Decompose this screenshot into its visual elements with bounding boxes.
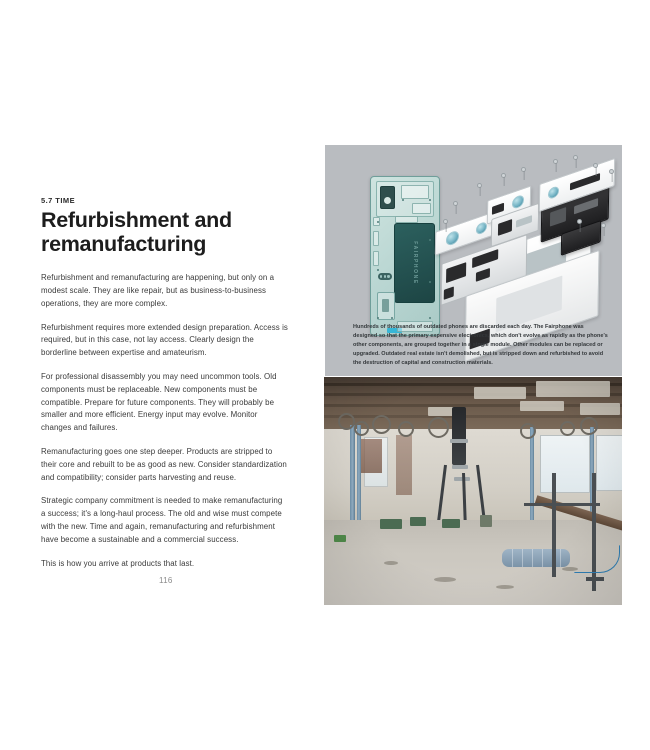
screw-icon (593, 163, 598, 168)
screw-icon (601, 223, 606, 228)
screw-icon (573, 155, 578, 160)
phone-battery-label: FAIRPHONE (411, 241, 418, 285)
hanging-cable-coil (520, 423, 536, 439)
board-chip (492, 203, 504, 215)
page-title (41, 209, 289, 256)
phone-label-plate (401, 185, 429, 199)
screw-icon (443, 219, 448, 224)
ceiling-panel (536, 381, 610, 397)
brick-wall-patch (360, 439, 382, 473)
scaffold-pole (592, 473, 596, 591)
module-contact (574, 198, 598, 214)
body-paragraph: Strategic company commitment is needed to make remanufacturing a success; it's a long-haul process. The old and wise must compete with the new. Time and again, remanufacturing and refurbishment have become a sustainable and a commercial success. (41, 496, 283, 544)
exploded-phone-figure (325, 145, 622, 376)
board-chip (446, 262, 466, 283)
renovation-scene (324, 377, 622, 605)
scaffold-foot (586, 577, 604, 581)
page-title-line-2: remanufacturing (41, 231, 207, 256)
hanging-cable-coil (398, 421, 414, 437)
brick-wall-patch (396, 435, 412, 495)
ceiling-panel (474, 387, 526, 399)
phone-connector-plate (412, 203, 431, 214)
floor-debris (434, 577, 456, 582)
body-paragraph: Refurbishment and remanufacturing are happening, but only on a modest scale. They are like repair, but as business-to-business operations, they are more complex. (41, 273, 275, 308)
board-chip (498, 219, 512, 236)
screw-icon (521, 167, 526, 172)
camera-lens (446, 229, 459, 247)
hanging-cable-coil (560, 421, 575, 436)
hanging-cable-coil (354, 421, 369, 436)
phone-speaker-grille (378, 273, 392, 280)
module-vent (550, 207, 566, 227)
steel-column (530, 427, 534, 521)
stepladder-top (452, 407, 466, 465)
screw-icon (477, 183, 482, 188)
screw-icon (577, 219, 582, 224)
phone-port-bay (377, 292, 395, 320)
phone-screw-point (429, 317, 431, 319)
board-connector (444, 286, 454, 300)
hanging-cable-coil (338, 413, 355, 430)
debris-container (442, 519, 460, 528)
stepladder-step (452, 465, 468, 469)
floor-debris (562, 567, 578, 571)
article-text-column (41, 196, 289, 570)
body-paragraph: Refurbishment requires more extended design preparation. Access is required, but in this case, not lay access. Clearly design the borderline between expertise and amateurism. (41, 322, 288, 358)
board-pad (516, 215, 532, 228)
paint-tin (480, 515, 492, 527)
renovation-interior-photo (324, 377, 622, 605)
phone-battery (394, 223, 435, 303)
stripped-ceiling (324, 377, 622, 433)
floor-debris (384, 561, 398, 565)
sensor-lens (548, 185, 559, 200)
debris-container (380, 519, 402, 529)
steel-column (357, 425, 361, 523)
hanging-cable-coil (580, 417, 598, 435)
debris-container (334, 535, 346, 542)
figure-caption: Hundreds of thousands of outdated phones are discarded each day. The Fairphone was designed so that the primary expensive electronics, which don't evolve as rapidly as the phone's other components, are grouped together in a single module. Other modules can be replaced or upgraded. Outdated real estate isn't demolished, but is stripped down and refurbished to avoid the destruction of capital and construction materials. (353, 324, 608, 367)
phone-bracket (395, 216, 418, 223)
phone-side-clip (373, 231, 379, 246)
ceiling-joist (324, 404, 622, 407)
steel-column (350, 425, 355, 521)
phone-camera-module (380, 186, 395, 209)
coiled-ducting (502, 549, 570, 567)
scaffold-pole (552, 473, 556, 577)
floor-debris (496, 585, 514, 589)
phone-side-clip (373, 251, 379, 266)
scaffold-crossbar (524, 503, 600, 506)
body-paragraph: Remanufacturing goes one step deeper. Products are stripped to their core and rebuilt to be as good as new. Consider standardization and compatibility; consider parts harvesting and reuse. (41, 447, 287, 482)
screw-icon (609, 169, 614, 174)
debris-container (410, 517, 426, 526)
window (540, 435, 590, 493)
screw-icon (453, 201, 458, 206)
body-paragraph: For professional disassembly you may need uncommon tools. Old components must be replaceable. New components must be compatible. Prepare for future components. They will probably be smaller and more efficient. Energy input may evolve. Monitor changes and failures. (41, 372, 277, 433)
camera-lens (476, 221, 487, 236)
page-title-line-1: Refurbishment and (41, 208, 232, 232)
ceiling-joist (324, 415, 622, 418)
phone-chassis (370, 176, 440, 336)
ceiling-panel (580, 403, 620, 415)
ceiling-panel (520, 401, 564, 411)
board-chip (472, 249, 498, 268)
section-kicker: 5.7 TIME (41, 196, 76, 205)
stepladder-step (450, 439, 468, 443)
page-number: 116 (159, 576, 173, 585)
board-chip (476, 268, 490, 282)
phone-screw-point (377, 269, 379, 271)
window (596, 435, 622, 491)
hanging-cable-coil (428, 417, 449, 438)
body-paragraph: This is how you arrive at products that last. (41, 558, 195, 568)
hanging-cable-coil (372, 415, 391, 434)
screw-icon (553, 159, 558, 164)
screw-icon (501, 173, 506, 178)
